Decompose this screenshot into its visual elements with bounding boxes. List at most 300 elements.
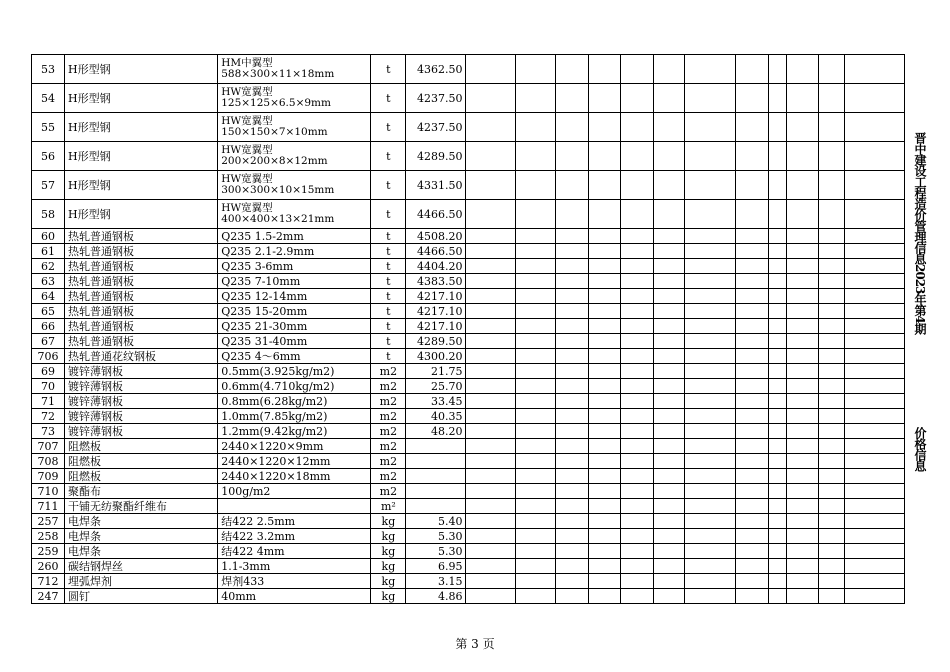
item-unit: t [371, 319, 406, 334]
item-spec: 结422 2.5mm [218, 514, 371, 529]
empty-cell [735, 409, 768, 424]
item-price: 4237.50 [406, 84, 466, 113]
item-unit: m2 [371, 394, 406, 409]
item-name: 电焊条 [65, 514, 218, 529]
empty-cell [653, 499, 684, 514]
empty-cell [735, 364, 768, 379]
empty-cell [844, 559, 904, 574]
empty-cell [684, 469, 735, 484]
empty-cell [786, 394, 818, 409]
empty-cell [684, 200, 735, 229]
empty-cell [555, 394, 588, 409]
empty-cell [844, 244, 904, 259]
item-spec: 结422 4mm [218, 544, 371, 559]
item-spec: 结422 3.2mm [218, 529, 371, 544]
empty-cell [653, 454, 684, 469]
item-number: 73 [32, 424, 65, 439]
item-price [406, 499, 466, 514]
item-price [406, 439, 466, 454]
item-spec: Q235 21-30mm [218, 319, 371, 334]
item-spec: Q235 31-40mm [218, 334, 371, 349]
empty-cell [735, 379, 768, 394]
empty-cell [786, 289, 818, 304]
empty-cell [684, 229, 735, 244]
item-unit: t [371, 84, 406, 113]
empty-cell [620, 319, 653, 334]
item-name: 热轧普通钢板 [65, 229, 218, 244]
item-number: 56 [32, 142, 65, 171]
empty-cell [466, 319, 515, 334]
empty-cell [555, 304, 588, 319]
item-number: 257 [32, 514, 65, 529]
empty-cell [515, 259, 555, 274]
empty-cell [620, 259, 653, 274]
item-unit: t [371, 113, 406, 142]
empty-cell [515, 514, 555, 529]
item-price: 33.45 [406, 394, 466, 409]
empty-cell [735, 469, 768, 484]
empty-cell [555, 244, 588, 259]
empty-cell [515, 574, 555, 589]
empty-cell [684, 84, 735, 113]
empty-cell [818, 200, 844, 229]
empty-cell [466, 55, 515, 84]
item-unit: m2 [371, 364, 406, 379]
empty-cell [768, 454, 786, 469]
empty-cell [786, 304, 818, 319]
table-row [32, 274, 905, 289]
empty-cell [466, 574, 515, 589]
empty-cell [515, 424, 555, 439]
empty-cell [786, 529, 818, 544]
empty-cell [515, 200, 555, 229]
empty-cell [844, 499, 904, 514]
empty-cell [588, 514, 620, 529]
item-spec: 1.0mm(7.85kg/m2) [218, 409, 371, 424]
item-unit: kg [371, 574, 406, 589]
item-unit: m2 [371, 424, 406, 439]
empty-cell [555, 334, 588, 349]
empty-cell [735, 171, 768, 200]
empty-cell [466, 274, 515, 289]
empty-cell [684, 259, 735, 274]
empty-cell [818, 304, 844, 319]
empty-cell [588, 544, 620, 559]
empty-cell [786, 84, 818, 113]
item-number: 62 [32, 259, 65, 274]
item-spec [218, 84, 371, 113]
item-price: 4217.10 [406, 304, 466, 319]
empty-cell [620, 559, 653, 574]
empty-cell [768, 200, 786, 229]
item-spec: 2440×1220×12mm [218, 454, 371, 469]
empty-cell [588, 55, 620, 84]
item-unit: m2 [371, 439, 406, 454]
empty-cell [818, 274, 844, 289]
empty-cell [786, 379, 818, 394]
item-name: 热轧普通钢板 [65, 289, 218, 304]
item-name: H形型钢 [65, 84, 218, 113]
empty-cell [555, 171, 588, 200]
table-row [32, 574, 905, 589]
empty-cell [768, 84, 786, 113]
empty-cell [844, 589, 904, 604]
empty-cell [620, 274, 653, 289]
empty-cell [466, 304, 515, 319]
item-price: 48.20 [406, 424, 466, 439]
empty-cell [684, 364, 735, 379]
empty-cell [515, 409, 555, 424]
table-row [32, 469, 905, 484]
empty-cell [466, 529, 515, 544]
item-number: 260 [32, 559, 65, 574]
empty-cell [653, 349, 684, 364]
item-price: 4217.10 [406, 319, 466, 334]
empty-cell [684, 559, 735, 574]
empty-cell [515, 304, 555, 319]
table-row [32, 394, 905, 409]
empty-cell [653, 171, 684, 200]
empty-cell [818, 113, 844, 142]
item-number: 707 [32, 439, 65, 454]
empty-cell [653, 334, 684, 349]
item-name: 热轧普通花纹钢板 [65, 349, 218, 364]
empty-cell [515, 334, 555, 349]
item-spec [218, 499, 371, 514]
empty-cell [466, 514, 515, 529]
empty-cell [555, 559, 588, 574]
item-unit: t [371, 274, 406, 289]
empty-cell [684, 424, 735, 439]
empty-cell [466, 409, 515, 424]
empty-cell [786, 142, 818, 171]
empty-cell [653, 244, 684, 259]
empty-cell [588, 439, 620, 454]
empty-cell [844, 229, 904, 244]
item-unit: t [371, 244, 406, 259]
item-number: 259 [32, 544, 65, 559]
item-spec-line2: 150×150×7×10mm [221, 126, 328, 138]
empty-cell [515, 142, 555, 171]
empty-cell [818, 171, 844, 200]
empty-cell [588, 259, 620, 274]
item-price: 4237.50 [406, 113, 466, 142]
table-row [32, 544, 905, 559]
empty-cell [620, 529, 653, 544]
empty-cell [466, 559, 515, 574]
empty-cell [653, 529, 684, 544]
item-number: 66 [32, 319, 65, 334]
item-unit: t [371, 229, 406, 244]
item-spec: Q235 7-10mm [218, 274, 371, 289]
empty-cell [844, 424, 904, 439]
item-number: 60 [32, 229, 65, 244]
empty-cell [844, 259, 904, 274]
empty-cell [515, 544, 555, 559]
empty-cell [515, 529, 555, 544]
price-table-body [32, 55, 905, 604]
empty-cell [620, 229, 653, 244]
item-price: 4404.20 [406, 259, 466, 274]
item-price [406, 454, 466, 469]
empty-cell [515, 364, 555, 379]
empty-cell [555, 484, 588, 499]
item-price: 40.35 [406, 409, 466, 424]
empty-cell [735, 259, 768, 274]
empty-cell [555, 289, 588, 304]
empty-cell [653, 469, 684, 484]
empty-cell [466, 469, 515, 484]
empty-cell [768, 244, 786, 259]
empty-cell [844, 469, 904, 484]
item-price: 5.30 [406, 529, 466, 544]
item-unit: m² [371, 499, 406, 514]
empty-cell [555, 469, 588, 484]
empty-cell [588, 529, 620, 544]
table-row [32, 229, 905, 244]
empty-cell [620, 409, 653, 424]
empty-cell [466, 499, 515, 514]
item-number: 708 [32, 454, 65, 469]
empty-cell [555, 439, 588, 454]
item-spec: Q235 1.5-2mm [218, 229, 371, 244]
empty-cell [588, 364, 620, 379]
item-number: 706 [32, 349, 65, 364]
empty-cell [466, 334, 515, 349]
item-number: 710 [32, 484, 65, 499]
table-row [32, 171, 905, 200]
empty-cell [466, 200, 515, 229]
empty-cell [735, 84, 768, 113]
empty-cell [588, 229, 620, 244]
item-unit: kg [371, 529, 406, 544]
empty-cell [620, 439, 653, 454]
empty-cell [735, 289, 768, 304]
item-number: 70 [32, 379, 65, 394]
item-spec: 1.1-3mm [218, 559, 371, 574]
empty-cell [735, 439, 768, 454]
empty-cell [735, 394, 768, 409]
empty-cell [735, 200, 768, 229]
empty-cell [653, 484, 684, 499]
empty-cell [653, 424, 684, 439]
empty-cell [653, 574, 684, 589]
empty-cell [466, 229, 515, 244]
empty-cell [620, 304, 653, 319]
empty-cell [735, 142, 768, 171]
table-row [32, 304, 905, 319]
empty-cell [735, 484, 768, 499]
item-spec: Q235 3-6mm [218, 259, 371, 274]
item-spec: 2440×1220×18mm [218, 469, 371, 484]
empty-cell [768, 529, 786, 544]
empty-cell [466, 171, 515, 200]
item-price: 5.30 [406, 544, 466, 559]
empty-cell [588, 394, 620, 409]
empty-cell [620, 589, 653, 604]
empty-cell [768, 394, 786, 409]
empty-cell [768, 484, 786, 499]
empty-cell [620, 289, 653, 304]
empty-cell [844, 439, 904, 454]
item-number: 61 [32, 244, 65, 259]
item-spec-line1: HW宽翼型 [221, 202, 273, 214]
table-row [32, 454, 905, 469]
empty-cell [735, 514, 768, 529]
item-spec-line1: HM中翼型 [221, 57, 273, 69]
item-name: 热轧普通钢板 [65, 259, 218, 274]
item-unit: t [371, 200, 406, 229]
empty-cell [844, 349, 904, 364]
table-row [32, 514, 905, 529]
item-unit: m2 [371, 484, 406, 499]
empty-cell [844, 55, 904, 84]
empty-cell [818, 514, 844, 529]
empty-cell [786, 319, 818, 334]
empty-cell [620, 514, 653, 529]
item-number: 67 [32, 334, 65, 349]
item-number: 709 [32, 469, 65, 484]
empty-cell [466, 289, 515, 304]
empty-cell [515, 454, 555, 469]
page-number: 第 3 页 [455, 637, 495, 651]
item-unit: kg [371, 559, 406, 574]
empty-cell [653, 274, 684, 289]
empty-cell [735, 244, 768, 259]
empty-cell [466, 142, 515, 171]
empty-cell [735, 55, 768, 84]
empty-cell [684, 142, 735, 171]
item-price: 4.86 [406, 589, 466, 604]
empty-cell [620, 574, 653, 589]
empty-cell [466, 589, 515, 604]
item-spec-line2: 300×300×10×15mm [221, 184, 335, 196]
empty-cell [818, 574, 844, 589]
item-price: 4289.50 [406, 142, 466, 171]
empty-cell [555, 84, 588, 113]
empty-cell [818, 484, 844, 499]
empty-cell [555, 349, 588, 364]
item-price: 4331.50 [406, 171, 466, 200]
empty-cell [818, 559, 844, 574]
item-unit: t [371, 304, 406, 319]
empty-cell [588, 589, 620, 604]
item-spec [218, 200, 371, 229]
empty-cell [588, 349, 620, 364]
empty-cell [768, 379, 786, 394]
empty-cell [786, 274, 818, 289]
empty-cell [768, 349, 786, 364]
empty-cell [684, 484, 735, 499]
empty-cell [844, 364, 904, 379]
table-row [32, 113, 905, 142]
empty-cell [684, 171, 735, 200]
empty-cell [620, 334, 653, 349]
empty-cell [768, 574, 786, 589]
item-name: H形型钢 [65, 55, 218, 84]
empty-cell [786, 514, 818, 529]
item-name: 热轧普通钢板 [65, 304, 218, 319]
item-number: 64 [32, 289, 65, 304]
empty-cell [768, 514, 786, 529]
empty-cell [515, 274, 555, 289]
empty-cell [786, 259, 818, 274]
item-spec: 焊剂433 [218, 574, 371, 589]
empty-cell [588, 499, 620, 514]
empty-cell [515, 499, 555, 514]
empty-cell [844, 394, 904, 409]
empty-cell [588, 274, 620, 289]
empty-cell [818, 364, 844, 379]
item-name: 镀锌薄钢板 [65, 409, 218, 424]
empty-cell [588, 424, 620, 439]
item-name: 热轧普通钢板 [65, 334, 218, 349]
empty-cell [786, 334, 818, 349]
empty-cell [818, 55, 844, 84]
empty-cell [735, 529, 768, 544]
empty-cell [818, 544, 844, 559]
item-name: 阻燃板 [65, 469, 218, 484]
empty-cell [818, 394, 844, 409]
empty-cell [818, 469, 844, 484]
item-unit: t [371, 171, 406, 200]
table-row [32, 200, 905, 229]
empty-cell [620, 244, 653, 259]
empty-cell [735, 334, 768, 349]
table-row [32, 55, 905, 84]
empty-cell [588, 142, 620, 171]
empty-cell [653, 319, 684, 334]
empty-cell [786, 55, 818, 84]
empty-cell [684, 274, 735, 289]
empty-cell [786, 171, 818, 200]
empty-cell [620, 544, 653, 559]
item-name: 干铺无纺聚酯纤维布 [65, 499, 218, 514]
empty-cell [844, 409, 904, 424]
empty-cell [555, 499, 588, 514]
empty-cell [515, 394, 555, 409]
empty-cell [653, 544, 684, 559]
empty-cell [735, 319, 768, 334]
item-name: 圆钉 [65, 589, 218, 604]
item-spec: Q235 15-20mm [218, 304, 371, 319]
empty-cell [844, 142, 904, 171]
item-number: 54 [32, 84, 65, 113]
empty-cell [786, 544, 818, 559]
empty-cell [684, 574, 735, 589]
empty-cell [620, 469, 653, 484]
empty-cell [844, 84, 904, 113]
empty-cell [466, 424, 515, 439]
empty-cell [555, 200, 588, 229]
item-spec [218, 171, 371, 200]
empty-cell [684, 589, 735, 604]
item-price: 3.15 [406, 574, 466, 589]
empty-cell [466, 259, 515, 274]
table-row [32, 529, 905, 544]
empty-cell [588, 469, 620, 484]
item-name: 镀锌薄钢板 [65, 379, 218, 394]
empty-cell [653, 113, 684, 142]
table-row [32, 499, 905, 514]
item-unit: t [371, 349, 406, 364]
empty-cell [653, 589, 684, 604]
empty-cell [555, 364, 588, 379]
empty-cell [653, 304, 684, 319]
empty-cell [588, 171, 620, 200]
empty-cell [515, 559, 555, 574]
table-row [32, 364, 905, 379]
